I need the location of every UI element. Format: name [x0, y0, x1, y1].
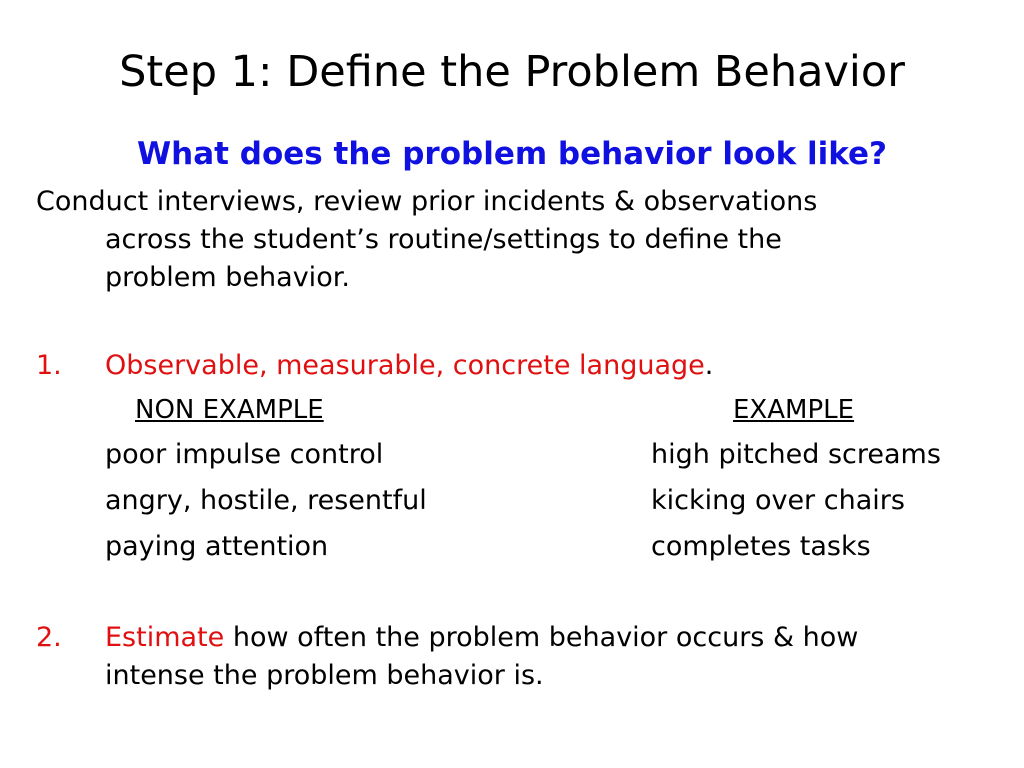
intro-line-3: problem behavior. [105, 262, 350, 293]
list-item-2-text [105, 619, 858, 695]
list-item-2-line-1: how often the problem behavior occurs & how [224, 622, 859, 653]
list-item-1-text [105, 347, 713, 385]
intro-line-2: across the student’s routine/settings to define the [105, 224, 782, 255]
list-item-2-emphasis: Estimate [105, 622, 225, 653]
list-item-2-line-2: intense the problem behavior is. [105, 660, 544, 691]
slide-title: Step 1: Define the Problem Behavior [119, 47, 905, 97]
list-number-2: 2. [36, 622, 62, 653]
non-example-cell: paying attention [105, 531, 329, 562]
intro-paragraph [36, 183, 817, 297]
non-example-header: NON EXAMPLE [135, 395, 324, 425]
slide-subtitle: What does the problem behavior look like? [136, 136, 888, 172]
list-item-1-period: . [704, 350, 714, 381]
intro-line-1: Conduct interviews, review prior incidents & observations [36, 186, 818, 217]
non-example-cell: angry, hostile, resentful [105, 485, 427, 516]
example-cell: kicking over chairs [651, 485, 905, 516]
example-cell: high pitched screams [651, 439, 941, 470]
example-header: EXAMPLE [733, 395, 855, 425]
non-example-cell: poor impulse control [105, 439, 384, 470]
list-item-1-emphasis: Observable, measurable, concrete language [105, 350, 705, 381]
list-number-1: 1. [36, 350, 62, 381]
example-cell: completes tasks [651, 531, 871, 562]
